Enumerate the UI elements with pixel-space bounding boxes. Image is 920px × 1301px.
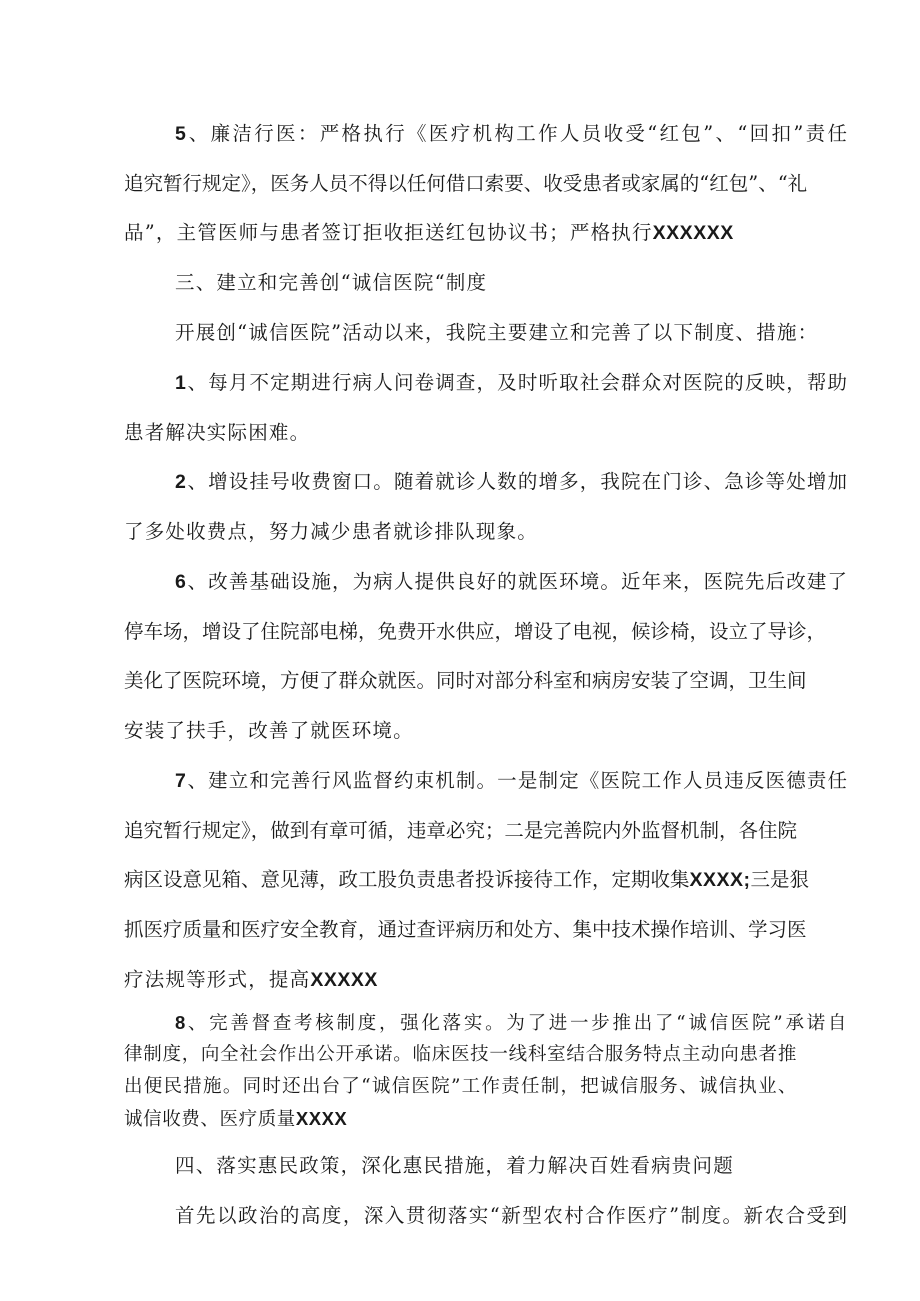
para-6-line-2: 停车场，增设了住院部电梯，免费开水供应，增设了电视，候诊椅，设立了导诊，: [124, 620, 827, 643]
item-number: 7: [175, 770, 187, 792]
item-number: 2: [175, 471, 187, 493]
para-2-line-1: 2、增设挂号收费窗口。随着就诊人数的增多，我院在门诊、急诊等处增加: [175, 470, 847, 493]
para-7-line-4: 抓医疗质量和医疗安全教育，通过查评病历和处方、集中技术操作培训、学习医: [124, 918, 807, 941]
section-heading-4: 四、落实惠民政策，深化惠民措施，着力解决百姓看病贵问题: [175, 1154, 734, 1177]
redacted-text: XXXXX: [310, 969, 378, 991]
para-8-line-2: 律制度，向全社会作出公开承诺。临床医技一线科室结合服务特点主动向患者推: [124, 1044, 797, 1065]
para-5-line-2: 追究暂行规定》，医务人员不得以任何借口索要、收受患者或家属的“红包”、“礼: [124, 172, 808, 195]
para-7-line-2: 追究暂行规定》，做到有章可循，违章必究；二是完善院内外监督机制，各住院: [124, 819, 797, 842]
para-1-line-2: 患者解决实际困难。: [124, 421, 311, 444]
redacted-text: XXXX: [295, 1108, 348, 1129]
para-8-line-1: 8、完善督查考核制度，强化落实。为了进一步推出了“诚信医院”承诺自: [175, 1012, 847, 1034]
redacted-text: XXXXXX: [652, 222, 734, 244]
para-6-line-1: 6、改善基础设施，为病人提供良好的就医环境。近年来，医院先后改建了: [175, 570, 847, 593]
item-number: 5: [175, 123, 187, 145]
para-2-line-2: 了多处收费点，努力减少患者就诊排队现象。: [124, 520, 539, 543]
para-1-line-1: 1、每月不定期进行病人问卷调查，及时听取社会群众对医院的反映，帮助: [175, 371, 847, 394]
para-8-line-3: 出便民措施。同时还出台了“诚信医院”工作责任制，把诚信服务、诚信执业、: [124, 1076, 797, 1097]
para-6-line-3: 美化了医院环境，方便了群众就医。同时对部分科室和病房安装了空调，卫生间: [124, 669, 807, 692]
last-paragraph-line-1: 首先以政治的高度，深入贯彻落实“新型农村合作医疗”制度。新农合受到: [175, 1204, 847, 1227]
intro-paragraph: 开展创“诚信医院”活动以来，我院主要建立和完善了以下制度、措施：: [175, 321, 819, 344]
item-number: 6: [175, 571, 187, 593]
para-7-line-5: 疗法规等形式，提高XXXXX: [124, 968, 378, 991]
redacted-text: XXXX;: [689, 869, 751, 891]
para-8-line-4: 诚信收费、医疗质量XXXX: [124, 1108, 348, 1130]
para-5-line-3: 品”，主管医师与患者签订拒收拒送红包协议书；严格执行XXXXXX: [124, 221, 734, 244]
para-6-line-4: 安装了扶手，改善了就医环境。: [124, 719, 414, 742]
section-heading-3: 三、建立和完善创“诚信医院“制度: [175, 271, 488, 294]
para-7-line-1: 7、建立和完善行风监督约束机制。一是制定《医院工作人员违反医德责任: [175, 769, 847, 792]
para-7-line-3: 病区设意见箱、意见薄，政工股负责患者投诉接待工作，定期收集XXXX;三是狠: [124, 868, 810, 891]
item-number: 8: [175, 1012, 186, 1033]
para-5-line-1: 5、廉洁行医：严格执行《医疗机构工作人员收受“红包”、“回扣”责任: [175, 122, 847, 145]
item-number: 1: [175, 372, 187, 394]
